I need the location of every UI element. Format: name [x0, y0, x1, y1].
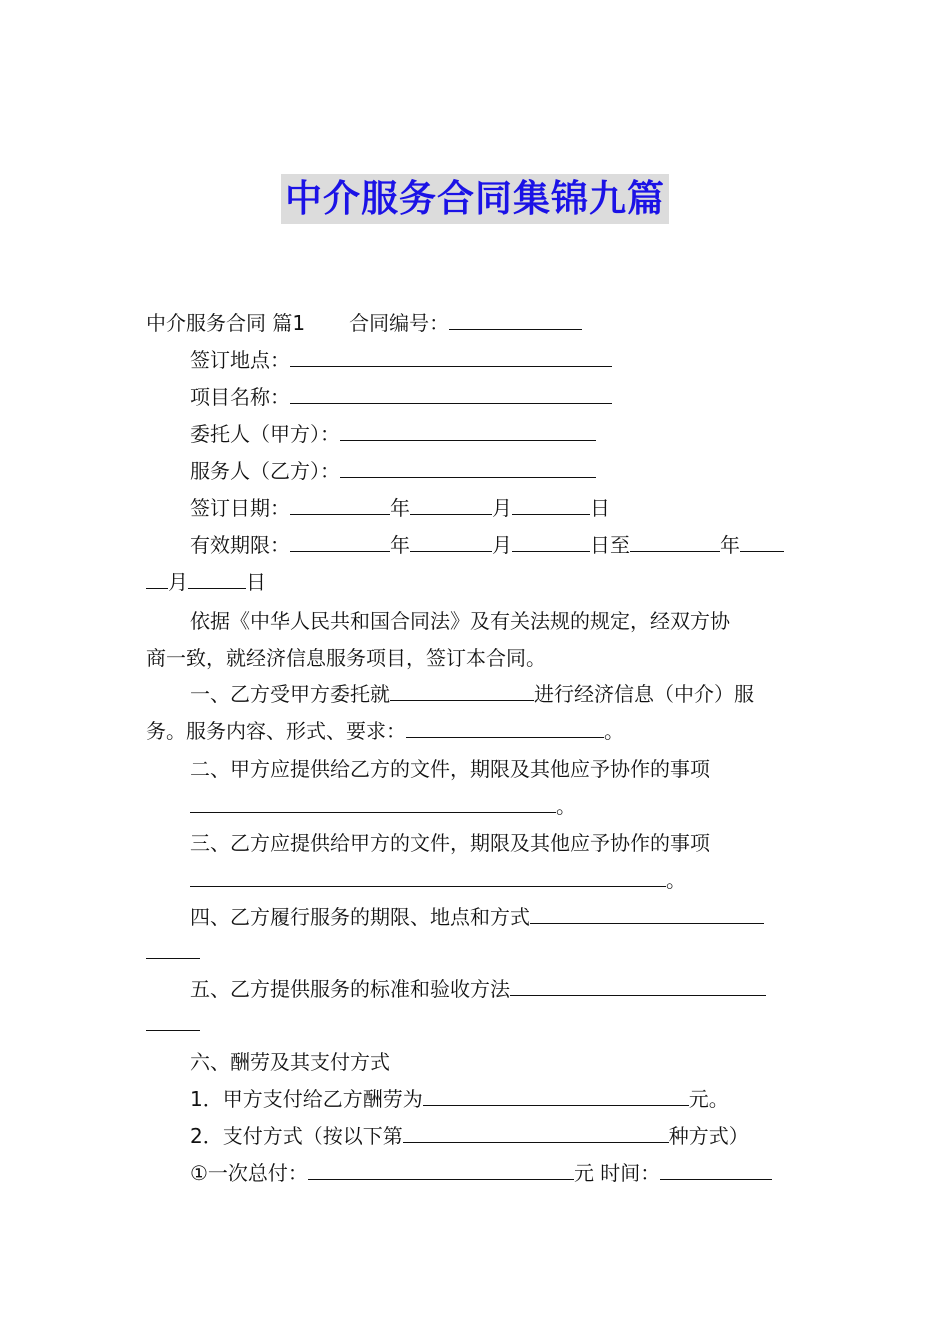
project-name-line — [190, 383, 612, 411]
lump-sum-blank[interactable] — [308, 1159, 574, 1180]
validity-end-year-blank[interactable] — [630, 531, 720, 552]
contract-no-label: 合同编号： — [349, 311, 450, 335]
item2-blank-line — [190, 792, 576, 820]
item4-blank[interactable] — [530, 903, 764, 924]
client-line — [190, 420, 596, 448]
contract-no-blank[interactable] — [449, 309, 582, 330]
sign-date-label: 签订日期： — [190, 496, 290, 520]
validity-label: 有效期限： — [190, 533, 290, 557]
item5-blank-2[interactable] — [146, 1010, 200, 1031]
pay3-text-a: ①一次总付： — [190, 1161, 308, 1185]
item6-text: 六、酬劳及其支付方式 — [190, 1050, 390, 1074]
validity-start-month-blank[interactable] — [410, 531, 492, 552]
provider-line — [190, 457, 596, 485]
day-unit: 日 — [246, 570, 266, 594]
item1-line-2 — [146, 717, 624, 745]
year-unit: 年 — [720, 533, 740, 557]
project-name-label: 项目名称： — [190, 385, 290, 409]
item5-text: 五、乙方提供服务的标准和验收方法 — [190, 977, 510, 1001]
sign-day-blank[interactable] — [512, 494, 590, 515]
pay1-line — [190, 1085, 729, 1113]
validity-end-day-blank[interactable] — [188, 568, 246, 589]
item4-blank-cont — [146, 938, 200, 966]
item4-blank-2[interactable] — [146, 938, 200, 959]
validity-end-year-blank-2[interactable] — [740, 531, 784, 552]
item3-blank[interactable] — [190, 866, 666, 887]
client-label: 委托人（甲方）： — [190, 422, 340, 446]
pay2-line — [190, 1122, 749, 1150]
year-unit: 年 — [390, 496, 410, 520]
pay1-text-a: 1．甲方支付给乙方酬劳为 — [190, 1087, 423, 1111]
year-unit: 年 — [390, 533, 410, 557]
pay3-line — [190, 1159, 772, 1187]
lump-sum-time-blank[interactable] — [660, 1159, 772, 1180]
sign-place-label: 签订地点： — [190, 348, 290, 372]
item2-blank[interactable] — [190, 792, 556, 813]
provider-label: 服务人（乙方）： — [190, 459, 340, 483]
sign-month-blank[interactable] — [410, 494, 492, 515]
section-heading: 中介服务合同 篇1 — [146, 311, 306, 335]
intro-line-1 — [190, 607, 730, 635]
item3-line — [190, 829, 710, 857]
item2-line — [190, 755, 710, 783]
validity-line — [190, 531, 784, 559]
period-mark: 。 — [556, 794, 576, 818]
pay2-text-b: 种方式） — [668, 1124, 749, 1148]
item1-line-1 — [190, 680, 754, 708]
day-to-unit: 日至 — [590, 533, 630, 557]
document-title: 中介服务合同集锦九篇 — [281, 174, 669, 224]
client-blank[interactable] — [340, 420, 596, 441]
month-unit: 月 — [492, 533, 512, 557]
intro-text-2: 商一致，就经济信息服务项目，签订本合同。 — [146, 646, 546, 670]
intro-text-1: 依据《中华人民共和国合同法》及有关法规的规定，经双方协 — [190, 609, 730, 633]
service-content-blank[interactable] — [406, 717, 604, 738]
pay1-text-b: 元。 — [688, 1087, 729, 1111]
intro-line-2 — [146, 644, 546, 672]
validity-end-month-blank[interactable] — [146, 568, 168, 589]
item5-blank-cont — [146, 1010, 200, 1038]
sign-place-blank[interactable] — [290, 346, 612, 367]
sign-place-line — [190, 346, 612, 374]
item5-line — [190, 975, 766, 1003]
item3-text: 三、乙方应提供给甲方的文件，期限及其他应予协作的事项 — [190, 831, 710, 855]
month-unit: 月 — [168, 570, 188, 594]
sign-date-line — [190, 494, 610, 522]
pay3-text-b: 元 时间： — [573, 1161, 661, 1185]
pay2-text-a: 2．支付方式（按以下第 — [190, 1124, 403, 1148]
period-mark: 。 — [666, 868, 686, 892]
item4-line — [190, 903, 764, 931]
payment-method-blank[interactable] — [403, 1122, 669, 1143]
item6-line — [190, 1048, 390, 1076]
item3-blank-line — [190, 866, 686, 894]
month-unit: 月 — [492, 496, 512, 520]
item2-text: 二、甲方应提供给乙方的文件，期限及其他应予协作的事项 — [190, 757, 710, 781]
item5-blank[interactable] — [510, 975, 766, 996]
item4-text: 四、乙方履行服务的期限、地点和方式 — [190, 905, 530, 929]
item1-text-b: 进行经济信息（中介）服 — [534, 682, 754, 706]
document-title-wrap — [0, 174, 950, 224]
remuneration-blank[interactable] — [423, 1085, 689, 1106]
validity-start-day-blank[interactable] — [512, 531, 590, 552]
period-mark: 。 — [604, 719, 624, 743]
day-unit: 日 — [590, 496, 610, 520]
item1-text-a: 一、乙方受甲方委托就 — [190, 682, 390, 706]
contract-header-line — [146, 309, 582, 337]
sign-year-blank[interactable] — [290, 494, 390, 515]
validity-line-cont — [146, 568, 266, 596]
provider-blank[interactable] — [340, 457, 596, 478]
item1-blank[interactable] — [390, 680, 534, 701]
validity-start-year-blank[interactable] — [290, 531, 390, 552]
item1-text-c: 务。服务内容、形式、要求： — [146, 719, 406, 743]
project-name-blank[interactable] — [290, 383, 612, 404]
